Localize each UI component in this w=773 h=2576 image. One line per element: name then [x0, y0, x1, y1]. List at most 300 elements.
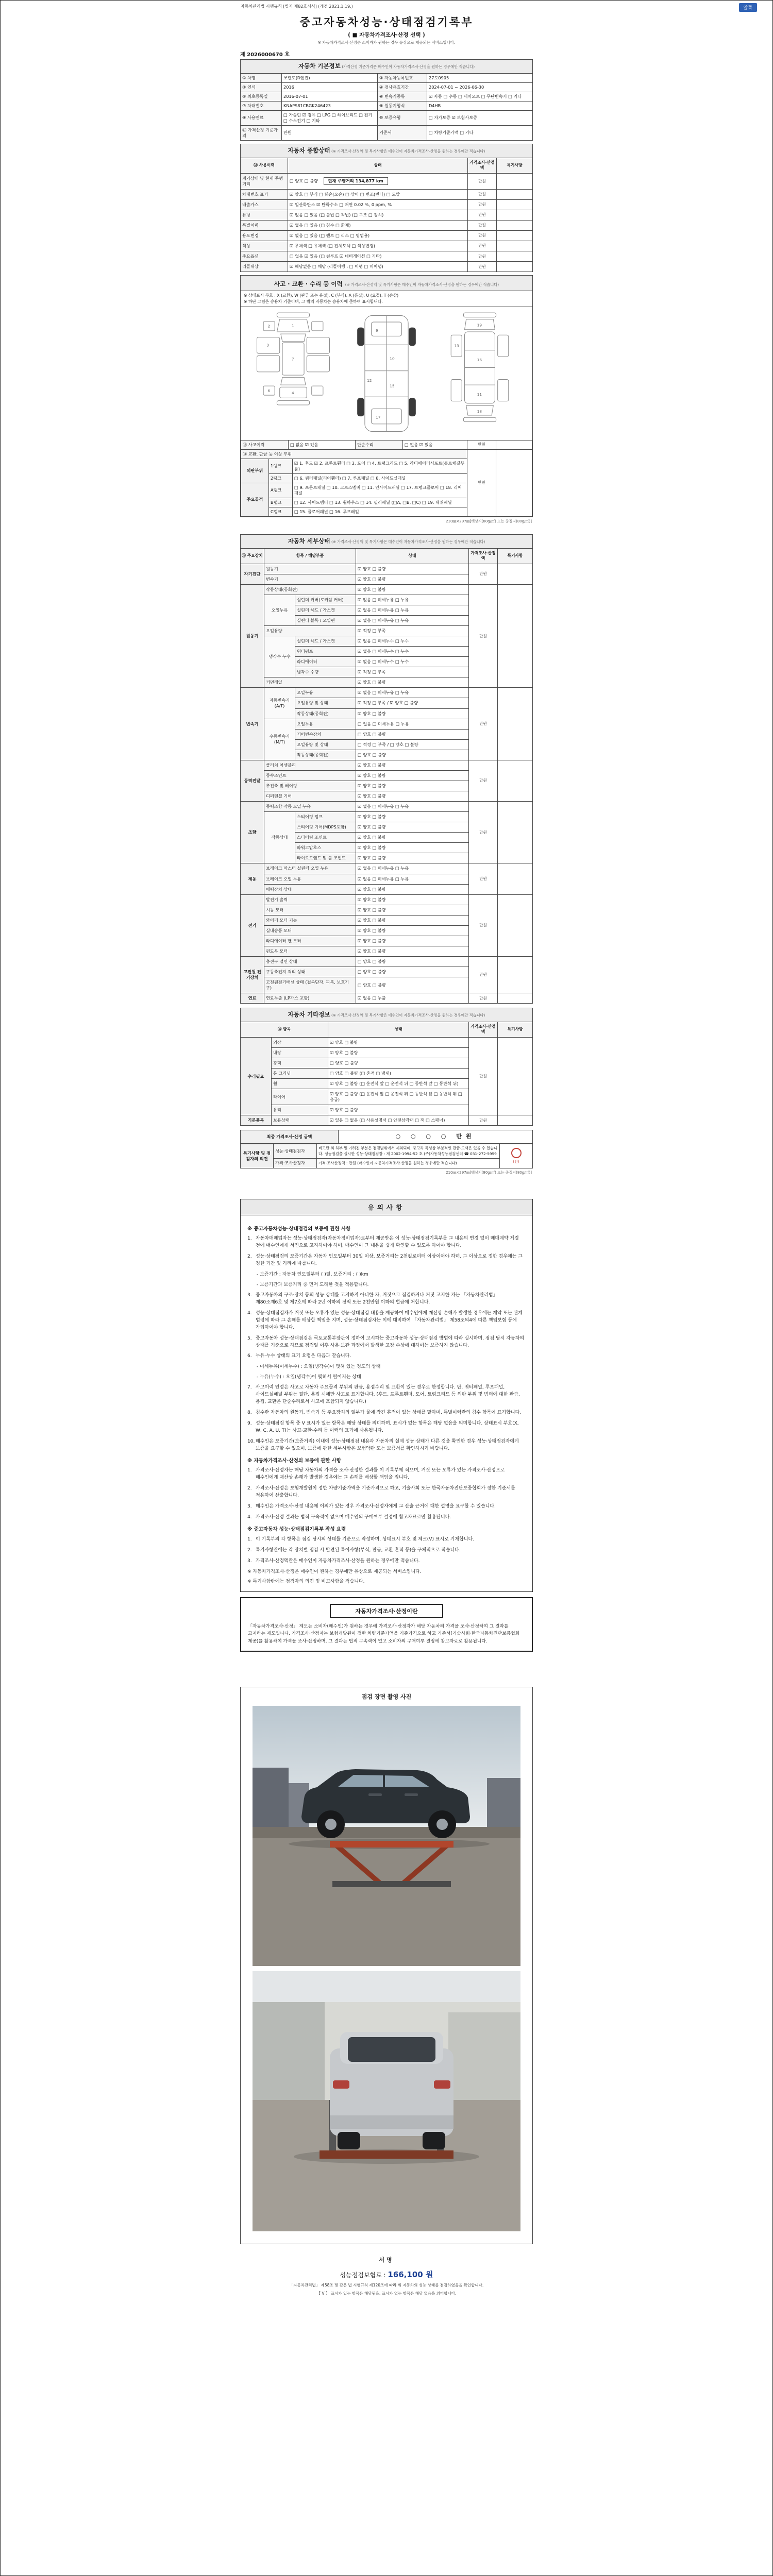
col-note: 특기사항: [497, 1022, 532, 1037]
notice-footnote: ※ 특기사항란에는 점검자의 의견 및 비고사항을 적습니다.: [247, 1579, 365, 1584]
notice-item: 6. 누유·누수 상태의 표기 요령은 다음과 같습니다.: [247, 1353, 351, 1359]
note-cell: [498, 863, 533, 894]
table-row: [241, 173, 533, 189]
final-price-unit: 만원: [456, 1133, 476, 1140]
table-row: [241, 220, 533, 230]
field-label: ⑩ 보증유형: [378, 110, 427, 125]
item-state: □ 양호 □ 불량 현재 주행거리 134,877 km: [288, 173, 468, 189]
item-label: 내장: [272, 1047, 328, 1058]
notice-item: 8. 침수란 자동차의 원동기, 변속기 등 주요장치의 일부가 물에 잠긴 흔적이 있는 상태를 말하며, 특별이력란의 침수 항목에 표기합니다.: [247, 1410, 522, 1416]
item-label: 튜닝: [241, 210, 288, 220]
note-cell: [496, 220, 532, 230]
field-label: ⑪ 가격산정 기준가격: [241, 125, 282, 140]
item-label: 작동상태(공회전): [295, 708, 356, 719]
note-cell: [497, 1115, 532, 1126]
svg-text:2: 2: [267, 324, 270, 329]
appraiser-opinion-text: 가격·조사산정액 : 만원 (매수인이 자동차가격조사·산정을 원하는 경우에만 적습니다): [317, 1159, 500, 1168]
group-label: 변속기: [241, 688, 264, 760]
notice-item: 7. 사고이력 인정은 사고로 자동차 주요골격 부위의 판금, 용접수리 및 교환이 있는 경우로 한정합니다. 단, 쿼터패널, 루프패널, 사이드실패널 부위는 절단, 용접 시에만 사고로 표기합니다. (후드, 프론트휀더, 도어, 트렁크리드 등 외판 부위 및 범퍼에 대한 판금, 용접, 교환은 단순수리로서 사고에 포함되지 않습니다.): [247, 1385, 520, 1405]
item-state: ☑ 양호 □ 불량: [356, 781, 469, 791]
item-state: ☑ 양호 □ 불량: [328, 1047, 469, 1058]
notice-subitem: - 보증기간 : 자동차 인도일부터 ( )일, 보증거리 : ( )km: [257, 1272, 368, 1277]
item-state: □ 양호 □ 불량: [356, 977, 469, 993]
svg-text:19: 19: [477, 323, 482, 328]
item-label: 디퍼렌셜 기어: [264, 791, 356, 802]
group-label: 제동: [241, 863, 264, 894]
car-diagram-underbody: [434, 311, 526, 436]
document-title: 중고자동차성능·상태점검기록부: [299, 16, 474, 28]
svg-text:6: 6: [267, 388, 270, 393]
item-state: ☑ 양호 □ 불량: [356, 915, 469, 925]
final-price-label: 최종 가격조사·산정 금액: [241, 1130, 339, 1144]
notice-subitem: - 미세누유(미세누수) : 오일(냉각수)이 맺혀 있는 정도의 상태: [257, 1364, 381, 1370]
item-state: ☑ 적정 □ 부족 / ☑ 양호 □ 불량: [356, 698, 469, 708]
item-state: ☑ 없음 □ 있음 (□ 침수 □ 화재): [288, 220, 468, 230]
note-cell: [498, 564, 533, 584]
item-state: ☑ 양호 □ 불량: [356, 853, 469, 863]
item-state: ☑ 없음 □ 미세누유 □ 누유: [356, 874, 469, 884]
item-label: 용도변경: [241, 230, 288, 241]
item-state: □ 없음 ☑ 있음 (□ 썬루프 ☑ 네비게이션 □ 기타): [288, 251, 468, 262]
item-label: 작동상태(공회전): [264, 584, 356, 595]
insurance-fee-label: 성능점검보험료 :: [340, 2272, 386, 2279]
table-row: [241, 189, 533, 199]
section-title: 자동차 기타정보: [288, 1011, 330, 1019]
item-state: ☑ 양호 □ 불량: [356, 760, 469, 770]
item-label: 실린더 헤드 / 가스켓: [295, 636, 356, 647]
item-state: ☑ 없음 □ 미세누유 □ 누유: [356, 802, 469, 812]
table-row: [241, 564, 533, 574]
item-state: □ 양호 □ 불량: [356, 967, 469, 977]
table-row: [241, 1130, 533, 1144]
accident-history-label: ⑬ 사고이력: [241, 440, 289, 449]
svg-text:3: 3: [266, 342, 269, 347]
col-major-device: ⑮ 주요장치: [241, 548, 264, 564]
price-cell: 만원: [469, 894, 498, 956]
subgroup-label: 냉각수 누수: [264, 636, 295, 677]
item-label: 광택: [272, 1058, 328, 1069]
item-state: ☑ 적정 □ 부족: [356, 667, 469, 677]
item-state: □ 없음 □ 미세누유 □ 누유: [356, 719, 469, 729]
item-label: 특별이력: [241, 220, 288, 230]
notice-title: 유의사항: [241, 1199, 532, 1215]
subgroup-label: 수동변속기 (M/T): [264, 719, 295, 760]
price-cell: 만원: [469, 760, 498, 801]
notice-heading: ※ 중고자동차 성능·상태점검기록부 작성 요령: [247, 1527, 346, 1533]
rank-group: 주요골격: [241, 483, 269, 516]
subgroup-label: 오일누유: [264, 595, 295, 625]
seal-cell: [500, 1144, 533, 1168]
rank-label: C랭크: [269, 507, 293, 517]
section-note: (가격산정 기준가격은 매수인이 자동차가격조사·산정을 원하는 경우에만 적습니다): [342, 64, 475, 69]
comprehensive-table: [240, 144, 533, 272]
price-cell: 만원: [467, 210, 496, 220]
item-label: 색상: [241, 241, 288, 251]
price-cell: 만원: [467, 230, 496, 241]
item-state: ☑ 해당없음 □ 해당 (리콜이행 : □ 이행 □ 미이행): [288, 262, 468, 272]
column-header-row: [241, 158, 533, 173]
item-label: 오일유량 및 상태: [295, 739, 356, 750]
item-state: ☑ 양호 □ 불량: [356, 894, 469, 905]
field-label: ① 차명: [241, 73, 282, 82]
item-state: ☑ 양호 □ 불량: [356, 843, 469, 853]
document-subtitle: ( ■ 자동차가격조사·산정 선택 ): [348, 32, 425, 38]
photo-section: [240, 1687, 533, 2244]
col-price: 가격조사·산정액: [467, 158, 496, 173]
field-label: ⑤ 최초등록일: [241, 92, 282, 101]
note-cell: [497, 1037, 532, 1115]
group-label: 수리필요: [241, 1037, 272, 1115]
col-note: 특기사항: [496, 158, 532, 173]
inspection-photo-1: [253, 1706, 520, 1966]
item-state: ☑ 양호 □ 불량: [356, 791, 469, 802]
table-row: [241, 210, 533, 220]
price-cell: 만원: [468, 1037, 497, 1115]
item-label: 타이어: [272, 1089, 328, 1105]
field-value: □ 자가보증 ☑ 보험사보증: [427, 110, 533, 125]
law-note: 자동차관리법 시행규칙 [별지 제82호서식] (개정 2021.1.19.): [241, 4, 353, 9]
item-state: ☑ 없음 □ 미세누유 □ 누유: [356, 605, 469, 615]
item-label: 변속기: [264, 574, 356, 584]
group-label: 기본품목: [241, 1115, 272, 1126]
notice-item: 1. 이 기록부의 각 항목은 점검 당시의 상태를 기준으로 작성하며, 상태표시 부호 및 체크(V) 표시로 기재합니다.: [247, 1536, 475, 1542]
inspection-document: [240, 1, 533, 2296]
item-state: ☑ 없음 □ 미세누유 □ 누유: [356, 595, 469, 605]
group-label: 조향: [241, 802, 264, 863]
notice-item: 2. 가격조사·산정은 보험개발원이 정한 차량기준가액을 기준가격으로 하고, 기술사회 또는 한국자동차진단보증협회가 정한 기준서를 적용하여 산출합니다.: [247, 1486, 515, 1499]
item-state: ☑ 없음 □ 미세누수 □ 누수: [356, 636, 469, 647]
item-label: 리콜대상: [241, 262, 288, 272]
section-header-cell: [241, 1008, 533, 1022]
table-row: [241, 1159, 533, 1168]
item-state: ☑ 양호 □ 불량: [356, 770, 469, 781]
note-cell: [498, 688, 533, 760]
price-cell: 만원: [467, 241, 496, 251]
note-cell: [496, 189, 532, 199]
section-header-cell: [241, 535, 533, 549]
basic-info-table: [240, 59, 533, 141]
item-state: □ 양호 □ 불량 (□ 흔적 □ 냄새): [328, 1069, 469, 1079]
field-value: □ 차량기준가액 □ 기타: [427, 125, 533, 140]
rank-label: 2랭크: [269, 473, 293, 483]
item-state: ☑ 양호 □ 불량: [356, 936, 469, 946]
item-label: 기어변속장치: [295, 729, 356, 739]
note-cell: [496, 173, 532, 189]
notice-item: 3. 가격조사·산정액란은 매수인이 자동차가격조사·산정을 원하는 경우에만 적습니다.: [247, 1558, 420, 1564]
rank-label: 1랭크: [269, 459, 293, 473]
notice-item: 9. 성능·상태점검 항목 중 V 표시가 있는 항목은 해당 상태를 의미하며, 표시가 없는 항목은 해당 없음을 의미합니다. 상태표시 부호(X, W, C, A, U, T)는 사고·교환·수리 등 이력의 표기에 사용됩니다.: [247, 1421, 519, 1433]
item-label: 스티어링 기어(MDPS포함): [295, 822, 356, 833]
item-label: 실린더 커버(로커암 커버): [295, 595, 356, 605]
table-row: [241, 1115, 533, 1126]
notice-footnote: ※ 자동차가격조사·산정은 매수인이 원하는 경우에만 유상으로 제공되는 서비스입니다.: [247, 1569, 422, 1574]
form-spec-line: 210㎜×297㎜[백상지(80g/㎡) 또는 중질지(80g/㎡)]: [446, 519, 532, 524]
item-label: 스티어링 펌프: [295, 812, 356, 822]
field-label: ④ 검사유효기간: [378, 82, 427, 92]
svg-text:1: 1: [291, 323, 294, 328]
item-state: □ 양호 □ 불량: [356, 750, 469, 760]
inspector-opinion-table: [240, 1144, 533, 1168]
table-row: [241, 584, 533, 595]
group-label: 원동기: [241, 584, 264, 688]
notice-item: 10. 매수인은 보증기간(보증거리) 이내에 성능·상태점검 내용과 자동차의 실제 성능·상태가 다른 것을 확인한 경우 성능·상태점검자에게 보증을 요구할 수 있으며, 보증에 관한 세부사항은 보험약관 또는 보증서를 확인하시기 바랍니다.: [247, 1438, 519, 1451]
field-value: 쏘렌토(R엔진): [282, 73, 378, 82]
appraiser-role-label: 가격·조사산정자: [274, 1159, 317, 1168]
group-label: 동력전달: [241, 760, 264, 801]
table-row: [241, 760, 533, 770]
col-state: 상태: [288, 158, 468, 173]
item-label: 차대번호 표기: [241, 189, 288, 199]
item-state: ☑ 일산화탄소 ☑ 탄화수소 □ 매연 0.02 %, 0 ppm, %: [288, 199, 468, 210]
table-row: [241, 802, 533, 812]
note-cell: [498, 802, 533, 863]
inspector-opinion-text: 비고란 외 하부 및 가려진 부분은 점검범위에서 제외되며, 중고차 특성상 부분적인 판금·도색은 있을 수 있습니다. 성능점검을 실시한 성능·상태점검장 : 제 2002-1994-52 호 (주)자동차성능점검센터 ☎ 031-272-5959: [317, 1144, 500, 1159]
document-number: 제 2026000670 호: [240, 52, 290, 58]
section-title: 사고 · 교환 · 수리 등 이력: [274, 280, 343, 288]
other-info-table: [240, 1008, 533, 1126]
item-state: ☑ 양호 □ 불량: [356, 925, 469, 936]
section-header-comprehensive: [241, 144, 533, 158]
svg-text:13: 13: [454, 343, 460, 348]
car-diagrams: [241, 307, 532, 440]
rank-group: 외판부위: [241, 459, 269, 483]
item-state: □ 양호 □ 불량: [328, 1058, 469, 1069]
item-state: ☑ 양호 □ 불량: [328, 1105, 469, 1115]
notice-heading: ※ 중고자동차성능·상태점검의 보증에 관한 사항: [247, 1226, 351, 1232]
item-state: ☑ 없음 □ 있음 (□ 불법 □ 적법) (□ 구조 □ 장치): [288, 210, 468, 220]
note-cell: [496, 262, 532, 272]
rank-label: B랭크: [269, 498, 293, 507]
item-state: ☑ 양호 □ 부식 □ 훼손(오손) □ 상이 □ 변조(변타) □ 도말: [288, 189, 468, 199]
item-label: 동력조향 작동 오일 누유: [264, 802, 356, 812]
notice-heading: ※ 자동차가격조사·산정의 보증에 관한 사항: [247, 1458, 342, 1464]
table-row: [241, 101, 533, 110]
table-row: [241, 73, 533, 82]
document-subtitle-note: ※ 자동차가격조사·산정은 소비자가 원하는 경우 유상으로 제공되는 서비스입니다.: [317, 40, 456, 45]
price-cell: 만원: [467, 199, 496, 210]
note-cell: [498, 760, 533, 801]
table-row: [241, 110, 533, 125]
section-header-cell: [241, 60, 533, 74]
group-label: 전기: [241, 894, 264, 956]
exchange-label: ⑭ 교환, 판금 등 이상 부위: [241, 449, 467, 459]
price-cell: 만원: [467, 189, 496, 199]
item-label: 라디에이터: [295, 657, 356, 667]
field-value: KNAPS81CBGK246423: [282, 101, 378, 110]
section-note: (※ 가격조사·산정액 및 특기사항은 매수인이 자동차가격조사·산정을 원하는 경우에만 적습니다): [345, 282, 499, 287]
item-label: 발전기 출력: [264, 894, 356, 905]
group-label: 고전원 전기장치: [241, 957, 264, 993]
form-spec-line: 210㎜×297㎜[백상지(80g/㎡) 또는 중질지(80g/㎡)]: [446, 1170, 532, 1175]
item-label: 휠: [272, 1079, 328, 1089]
svg-text:18: 18: [477, 409, 482, 414]
exchange-rank-table: [241, 449, 532, 517]
field-label: ⑦ 차대번호: [241, 101, 282, 110]
page-side-badge[interactable]: 앞쪽: [739, 3, 757, 12]
state-code-legend: [241, 291, 532, 307]
group-label: 자기진단: [241, 564, 264, 584]
notice-item: 1. 자동차매매업자는 성능·상태점검자(자동차정비업자)로부터 제공받은 이 성능·상태점검기록부를 그 내용의 변경 없이 매매계약 체결 전에 매수인에게 서면으로 고지하여야 하며, 매수인이 그 내용을 쉽게 확인할 수 있도록 하여야 합니다.: [247, 1236, 519, 1249]
inspector-role-label: 성능·상태점검자: [274, 1144, 317, 1159]
price-cell: 만원: [469, 957, 498, 993]
section-title: 자동차 종합상태: [288, 147, 330, 155]
col-state: 상태: [328, 1022, 469, 1037]
legend-line-1: ※ 상태표시 부호 : X (교환), W (판금 또는 용접), C (부식), A (흠집), U (요철), T (손상): [244, 293, 399, 298]
item-state: ☑ 양호 □ 불량: [356, 822, 469, 833]
notice-item: 3. 매수인은 가격조사·산정 내용에 이의가 있는 경우 가격조사·산정자에게 그 산출 근거에 대한 설명을 요구할 수 있습니다.: [247, 1504, 496, 1510]
legend-line-2: ※ 하단 그림은 승용차 기준이며, 그 밖의 자동차는 승용차에 준하여 표시합니다.: [244, 299, 383, 304]
table-row: [241, 894, 533, 905]
item-label: 오일누유: [295, 688, 356, 698]
price-cell: 만원: [469, 688, 498, 760]
rank-items: ☑ 1. 후드 ☑ 2. 프론트휀더 □ 3. 도어 □ 4. 트렁크리드 □ 5. 라디에이터서포트(볼트체결부품): [293, 459, 467, 473]
table-row: [241, 449, 532, 459]
section-title: 자동차 기본정보: [298, 62, 341, 70]
field-value: 2016: [282, 82, 378, 92]
simple-repair-state: □ 없음 ☑ 있음: [403, 440, 467, 449]
simple-repair-label: 단순수리: [356, 440, 403, 449]
col-item: 항목 / 해당부품: [264, 548, 356, 564]
field-value: 27도0905: [427, 73, 533, 82]
item-state: ☑ 양호 □ 불량: [328, 1037, 469, 1047]
item-state: ☑ 없음 □ 미세누수 □ 누수: [356, 657, 469, 667]
item-state: ☑ 없음 □ 미세누유 □ 누유: [356, 615, 469, 625]
col-item: ⑯ 항목: [241, 1022, 328, 1037]
item-state: ☑ 없음 □ 미세누수 □ 누수: [356, 647, 469, 657]
field-value: 2016-07-01: [282, 92, 378, 101]
inspector-seal-icon: [511, 1148, 522, 1158]
price-cell: 만원: [467, 440, 496, 449]
notice-body: [241, 1215, 532, 1591]
footer-note-1: 「자동차관리법」 제58조 및 같은 법 시행규칙 제120조에 따라 위 자동차의 성능·상태를 점검하였음을 확인합니다.: [289, 2283, 484, 2287]
item-label: 오일누유: [295, 719, 356, 729]
column-header-row: [241, 1022, 533, 1037]
subgroup-label: 작동상태: [264, 812, 295, 863]
item-state: ☑ 양호 □ 불량: [356, 833, 469, 843]
item-label: 연료누출 (LP가스 포함): [264, 993, 356, 1004]
item-label: 원동기: [264, 564, 356, 574]
price-cell: 만원: [469, 993, 498, 1004]
item-label: 배출가스: [241, 199, 288, 210]
notice-section: [240, 1199, 533, 1592]
item-label: 작동상태(공회전): [295, 750, 356, 760]
field-label: ⑧ 원동기형식: [378, 101, 427, 110]
field-label: ③ 연식: [241, 82, 282, 92]
final-price-table: [240, 1130, 533, 1144]
item-state: ☑ 없음 □ 있음 (□ 렌트 □ 리스 □ 영업용): [288, 230, 468, 241]
inspection-photo-2: [253, 1971, 520, 2231]
svg-text:16: 16: [477, 357, 482, 362]
item-label: 스티어링 조인트: [295, 833, 356, 843]
note-cell: [498, 894, 533, 956]
item-label: 룸 크리닝: [272, 1069, 328, 1079]
section-header-cell: [241, 144, 533, 158]
notice-subitem: - 보증기간과 보증거리 중 먼저 도래한 것을 적용합니다.: [257, 1282, 369, 1287]
item-state: ☑ 없음 □ 미세누유 □ 누유: [356, 863, 469, 874]
detail-condition-table: [240, 534, 533, 1004]
item-label: 냉각수 수량: [295, 667, 356, 677]
section-header-basic: [241, 60, 533, 74]
notice-item: 5. 중고자동차 성능·상태점검은 국토교통부장관이 정하여 고시하는 중고자동차 성능·상태점검 방법에 따라 실시하며, 점검 당시 자동차의 상태를 기준으로 하므로 점검일 이후 사용·보관 과정에서 발생한 고장·손상에 대하여는 보증하지 않습니다.: [247, 1335, 525, 1348]
item-label: 보유상태: [272, 1115, 328, 1126]
price-cell: 만원: [469, 564, 498, 584]
insurance-fee-value: 166,100 원: [388, 2270, 433, 2279]
item-label: 커먼레일: [264, 677, 356, 688]
item-label: 계기상태 및 현재 주행거리: [241, 173, 288, 189]
accident-summary-table: [241, 440, 532, 450]
field-value: 만원: [282, 125, 378, 140]
item-label: 윈도우 모터: [264, 946, 356, 956]
col-usage-history: ⑫ 사용이력: [241, 158, 288, 173]
price-info-title: 자동차가격조사·산정이란: [330, 1604, 443, 1618]
table-row: [241, 688, 533, 698]
item-label: 와이퍼 모터 기능: [264, 915, 356, 925]
price-cell: 만원: [468, 1115, 497, 1126]
item-state: □ 적정 □ 부족 / □ 양호 □ 불량: [356, 739, 469, 750]
table-row: [241, 82, 533, 92]
item-state: ☑ 양호 □ 불량 (□ 운전석 앞 □ 운전석 뒤 □ 동반석 앞 □ 동반석 뒤 □ 응급): [328, 1089, 469, 1105]
table-row: [241, 199, 533, 210]
item-label: 유리: [272, 1105, 328, 1115]
section-title: 자동차 세부상태: [288, 537, 330, 545]
price-cell: 만원: [467, 173, 496, 189]
price-cell: 만원: [467, 220, 496, 230]
item-state: ☑ 무채색 □ 유채색 (□ 전체도색 □ 색상변경): [288, 241, 468, 251]
col-price: 가격조사·산정액: [469, 548, 498, 564]
svg-text:15: 15: [390, 383, 395, 388]
notice-item: 2. 특기사항란에는 각 장치별 점검 시 발견된 특이사항(부식, 판금, 교환 흔적 등)을 구체적으로 적습니다.: [247, 1547, 461, 1553]
rank-items: □ 6. 쿼터패널(리어휀더) □ 7. 루프패널 □ 8. 사이드실패널: [293, 473, 467, 483]
item-label: 타이로드엔드 및 볼 조인트: [295, 853, 356, 863]
table-row: [241, 1037, 533, 1047]
notice-item: 4. 성능·상태점검자가 거짓 또는 오류가 있는 성능·상태점검 내용을 제공하여 매수인에게 재산상 손해가 발생한 경우에는 계약 또는 관계 법령에 따라 그 손해를 배상할 책임을 지며, 성능·상태점검자는 이에 대비하여 「자동차관리법」 제58조의4에 따른 책임보험 등에 가입하여야 합니다.: [247, 1310, 523, 1330]
item-state: ☑ 양호 □ 불량: [356, 905, 469, 915]
item-label: 파워고압호스: [295, 843, 356, 853]
item-label: 외장: [272, 1037, 328, 1047]
item-label: 시동 모터: [264, 905, 356, 915]
item-label: 실내송풍 모터: [264, 925, 356, 936]
item-label: 오일유량: [264, 626, 356, 636]
col-price: 가격조사·산정액: [468, 1022, 497, 1037]
footer-note-2: 【 V 】 표시가 있는 항목은 해당됨을, 표시가 없는 항목은 해당 없음을 의미합니다.: [316, 2291, 457, 2296]
section-note: (※ 가격조사·산정액 및 특기사항은 매수인이 자동차가격조사·산정을 원하는 경우에만 적습니다): [331, 149, 485, 154]
item-label: 추진축 및 베어링: [264, 781, 356, 791]
car-diagram-exterior: [247, 311, 339, 436]
note-cell: [496, 230, 532, 241]
item-label: 등속조인트: [264, 770, 356, 781]
signature-label: 서명: [379, 2257, 394, 2263]
note-cell: [498, 584, 533, 688]
price-info-text: 「자동차가격조사·산정」 제도는 소비자(매수인)가 원하는 경우에 가격조사·산정자가 해당 자동차의 가격을 조사·산정하여 그 결과를 고지하는 제도입니다. 가격조사·산정자는 보험개발원이 정한 차량기준가액을 기준가격으로 하고 기준서(기술사회·한국자동차진단보증협회 제공)를 활용하여 가격을 조사·산정하며, 그 결과는 법적 구속력이 없고 소비자의 구매여부 결정에 참고자료로 활용됩니다.: [248, 1623, 520, 1644]
item-label: 브레이크 마스터 실린더 오일 누유: [264, 863, 356, 874]
seal-label: (인): [513, 1159, 519, 1164]
field-label: ② 자동차등록번호: [378, 73, 427, 82]
notice-item: 2. 성능·상태점검의 보증기간은 자동차 인도일부터 30일 이상, 보증거리는 2천킬로미터 이상이어야 하며, 그 이상으로 정한 경우에는 그 정한 기간 및 거리에 따릅니다.: [247, 1254, 523, 1267]
item-state: ☑ 양호 □ 불량: [356, 677, 469, 688]
opinion-section-label: 특기사항 및 점검자의 의견: [241, 1144, 274, 1168]
svg-text:9: 9: [375, 328, 378, 333]
item-state: ☑ 적정 □ 부족: [356, 626, 469, 636]
notice-item: 4. 가격조사·산정 결과는 법적 구속력이 없으며 매수인의 구매여부 결정에 참고자료로만 활용됩니다.: [247, 1515, 451, 1520]
item-state: ☑ 양호 □ 불량: [356, 564, 469, 574]
item-label: 실린더 헤드 / 가스켓: [295, 605, 356, 615]
note-cell: [496, 241, 532, 251]
col-state: 상태: [356, 548, 469, 564]
item-label: 주요옵션: [241, 251, 288, 262]
svg-text:10: 10: [390, 356, 395, 361]
item-state: ☑ 양호 □ 불량: [356, 708, 469, 719]
item-state: ☑ 양호 □ 불량: [356, 812, 469, 822]
